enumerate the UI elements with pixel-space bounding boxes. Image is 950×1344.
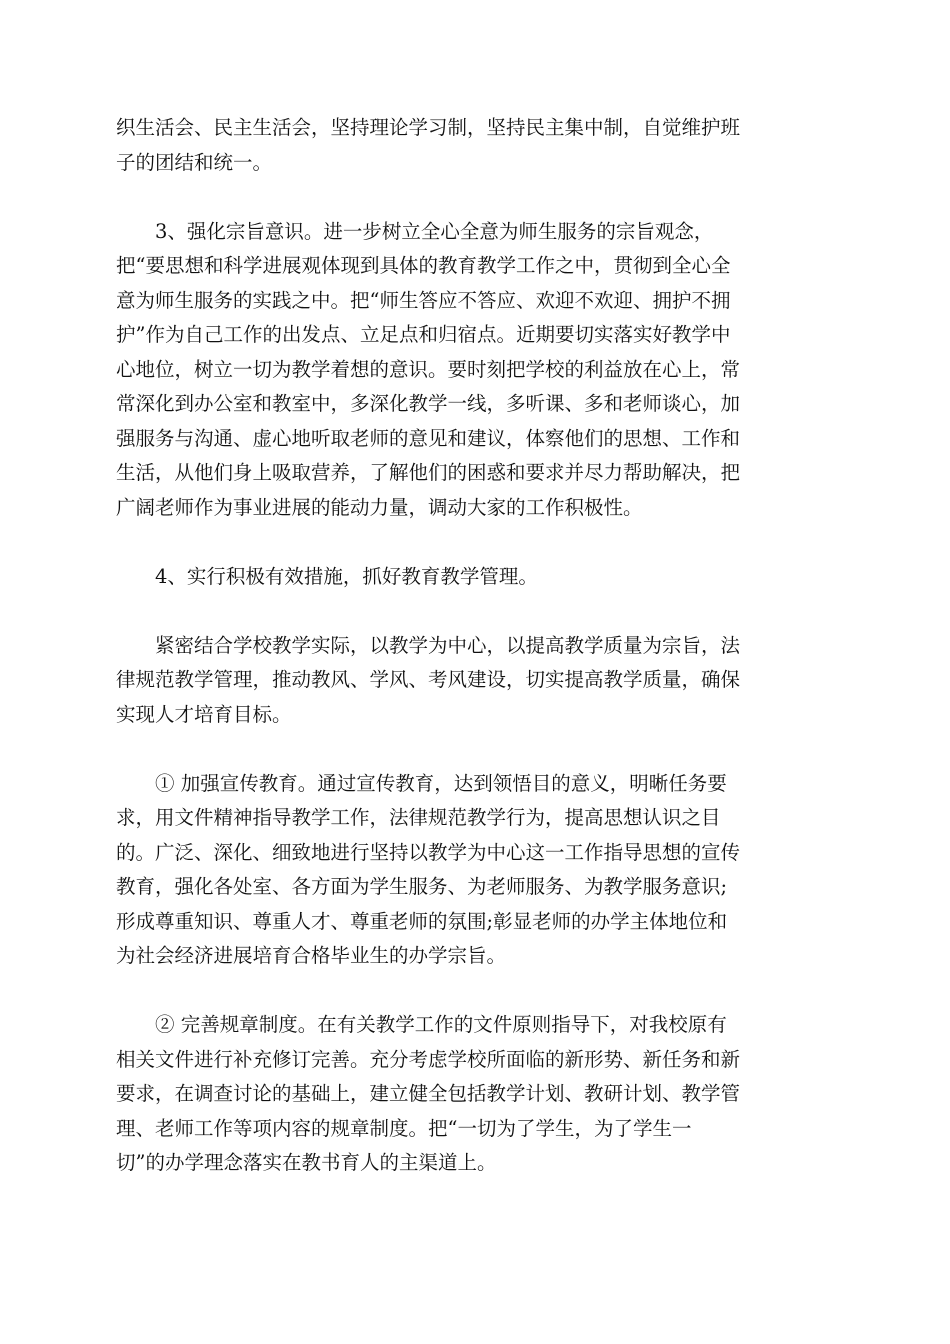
text-line: 心地位，树立一切为教学着想的意识。要时刻把学校的利益放在心上，常 (116, 357, 741, 381)
text-line: 形成尊重知识、尊重人才、尊重老师的氛围;彰显老师的办学主体地位和 (116, 909, 728, 933)
text-line: 的。广泛、深化、细致地进行坚持以教学为中心这一工作指导思想的宣传 (116, 840, 741, 864)
paragraph-3 (116, 560, 834, 595)
paragraph-gap (116, 525, 834, 560)
text-line: 切”的办学理念落实在教书育人的主渠道上。 (116, 1151, 497, 1174)
paragraph-1 (116, 111, 834, 180)
text-line: 常深化到办公室和教室中，多深化教学一线，多听课、多和老师谈心，加 (116, 392, 741, 415)
text-line: 意为师生服务的实践之中。把“师生答应不答应、欢迎不欢迎、拥护不拥 (116, 288, 731, 312)
text-line: ② 完善规章制度。在有关教学工作的文件原则指导下，对我校原有 (155, 1013, 727, 1036)
text-line: 4、实行积极有效措施，抓好教育教学管理。 (155, 564, 538, 588)
text-line: 子的团结和统一。 (116, 150, 273, 174)
text-line: 紧密结合学校教学实际，以教学为中心，以提高教学质量为宗旨，法 (155, 633, 741, 657)
text-line: 律规范教学管理，推动教风、学风、考风建设，切实提高教学质量，确保 (116, 668, 741, 691)
text-line: 广阔老师作为事业进展的能动力量，调动大家的工作积极性。 (116, 495, 643, 519)
text-line: 3、强化宗旨意识。进一步树立全心全意为师生服务的宗旨观念， (155, 219, 714, 243)
text-line: 护”作为自己工作的出发点、立足点和归宿点。近期要切实落实好教学中 (116, 323, 731, 346)
paragraph-gap (116, 594, 834, 629)
paragraph-gap (116, 974, 834, 1009)
paragraph-5 (116, 767, 834, 974)
paragraph-2 (116, 215, 834, 526)
text-line: 强服务与沟通、虚心地听取老师的意见和建议，体察他们的思想、工作和 (116, 426, 741, 450)
document-body (116, 111, 834, 1181)
text-line: 求，用文件精神指导教学工作，法律规范教学行为，提高思想认识之目 (116, 806, 721, 829)
paragraph-gap (116, 180, 834, 215)
text-line: 为社会经济进展培育合格毕业生的办学宗旨。 (116, 944, 507, 967)
text-line: 实现人才培育目标。 (116, 702, 292, 726)
paragraph-4 (116, 629, 834, 733)
text-line: 生活，从他们身上吸取营养，了解他们的困惑和要求并尽力帮助解决，把 (116, 461, 741, 484)
text-line: 理、老师工作等项内容的规章制度。把“一切为了学生，为了学生一 (116, 1116, 692, 1140)
text-line: 织生活会、民主生活会，坚持理论学习制，坚持民主集中制，自觉维护班 (116, 116, 741, 139)
text-line: 把“要思想和科学进展观体现到具体的教育教学工作之中，贯彻到全心全 (116, 254, 731, 277)
text-line: ① 加强宣传教育。通过宣传教育，达到领悟目的意义，明晰任务要 (155, 771, 727, 795)
paragraph-gap (116, 732, 834, 767)
text-line: 要求，在调查讨论的基础上，建立健全包括教学计划、教研计划、教学管 (116, 1082, 741, 1105)
text-line: 相关文件进行补充修订完善。充分考虑学校所面临的新形势、新任务和新 (116, 1047, 741, 1071)
text-line: 教育，强化各处室、各方面为学生服务、为老师服务、为教学服务意识; (116, 875, 728, 898)
paragraph-6 (116, 1008, 834, 1181)
